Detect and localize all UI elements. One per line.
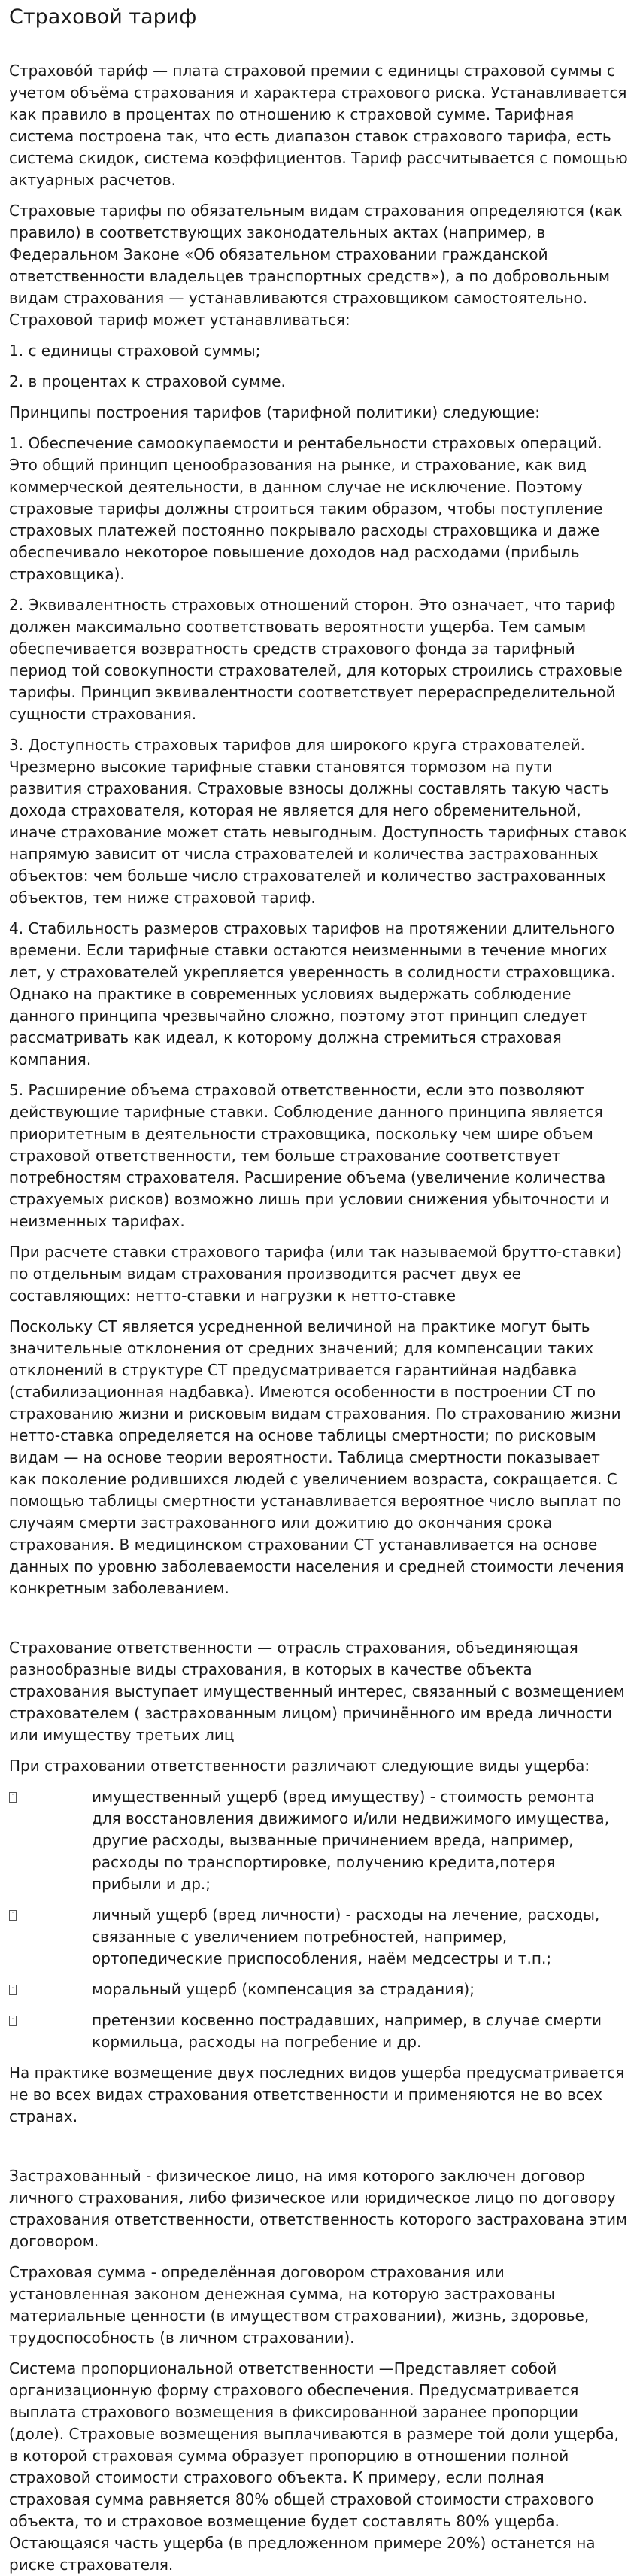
paragraph: При страховании ответственности различают следующие виды ущерба: — [9, 1757, 590, 1775]
list-item-text: личный ущерб (вред личности) - расходы на лечение, расходы, связанные с увеличением потребностей, например, ортопедические приспособления, наём медсестры и т.п.; — [92, 1906, 600, 1967]
liability-section — [9, 1637, 628, 2128]
paragraph: Страховая сумма - определённая договором страхования или установленная законом денежная сумма, на которую застрахованы материальные ценности (в имуществом страховании), жизнь, здоровье, трудоспособность (в личном страховании). — [9, 2263, 590, 2347]
paragraph: 2. в процентах к страховой сумме. — [9, 372, 286, 390]
list-item — [9, 1786, 628, 1895]
bullet-icon: · — [9, 1792, 17, 1803]
list-item — [9, 1979, 628, 2000]
paragraph: На практике возмещение двух последних видов ущерба предусматривается не во всех видах страхования ответственности и применяются не во всех странах. — [9, 2064, 625, 2125]
tariff-section — [9, 60, 628, 1599]
paragraph: Принципы построения тарифов (тарифной политики) следующие: — [9, 403, 540, 421]
page-title: Страховой тариф — [9, 5, 197, 29]
paragraph: При расчете ставки страхового тарифа (или так называемой брутто-ставки) по отдельным видам страхования производится расчет двух ее составляющих: нетто-ставки и нагрузки к нетто-ставке — [9, 1243, 622, 1305]
list-item-text: моральный ущерб (компенсация за страдания); — [92, 1980, 475, 1998]
spacer — [9, 2137, 628, 2165]
paragraph: 1. Обеспечение самоокупаемости и рентабельности страховых операций. Это общий принцип ценообразования на рынке, и страхование, как вид коммерческой деятельности, в данном случае не исключение. Поэтому страховые тарифы должны строиться таким образом, чтобы поступление страховых платежей постоянно покрывало расходы страховщика и даже обеспечивало некоторое повышение доходов над расходами (прибыль страховщика). — [9, 434, 603, 583]
paragraph: 1. с единицы страховой суммы; — [9, 342, 261, 360]
paragraph: Страхование ответственности — отрасль страхования, объединяющая разнообразные виды страхования, в которых в качестве объекта страхования выступает имущественный интерес, связанный с возмещением страхователем ( застрахованным лицом) причинённого им вреда личности или имуществу третьих лиц — [9, 1639, 625, 1744]
paragraph: 5. Расширение объема страховой ответственности, если это позволяют действующие тарифные ставки. Соблюдение данного принципа является приоритетным в деятельности страховщика, поскольку чем шире объем страховой ответственности, тем больше страхование соответствует потребностям страхователя. Расширение объема (увеличение количества страхуемых рисков) возможно лишь при условии снижения убыточности и неизменных тарифах. — [9, 1081, 610, 1230]
list-item — [9, 1904, 628, 1970]
list-item — [9, 2009, 628, 2053]
bullet-icon: · — [9, 1910, 17, 1921]
paragraph: Страховые тарифы по обязательным видам страхования определяются (как правило) в соответствующих законодательных актах (например, в Федеральном Законе «Об обязательном страховании гражданской ответственности владельцев транспортных средств»), а по добровольным видам страхования — устанавливаются страховщиком самостоятельно. Страховой тариф может устанавливаться: — [9, 202, 623, 329]
bullet-icon: · — [9, 1985, 17, 1995]
bullet-icon: · — [9, 2016, 17, 2026]
spacer — [9, 1608, 628, 1637]
definitions-section — [9, 2165, 628, 2576]
list-item-text: претензии косвенно пострадавших, например, в случае смерти кормильца, расходы на погребение и др. — [92, 2011, 602, 2051]
list-item-text: имущественный ущерб (вред имуществу) - стоимость ремонта для восстановления движимого и/или недвижимого имущества, другие расходы, вызванные причинением вреда, например, расходы по транспортировке, получению кредита,потеря прибыли и др.; — [92, 1788, 610, 1893]
paragraph: 4. Стабильность размеров страховых тарифов на протяжении длительного времени. Если тарифные ставки остаются неизменными в течение многих лет, у страхователей укрепляется уверенность в солидности страховщика. Однако на практике в современных условиях выдержать соблюдение данного принципа чрезвычайно сложно, поэтому этот принцип следует рассматривать как идеал, к которому должна стремиться страховая компания. — [9, 919, 616, 1068]
paragraph: Поскольку СТ является усредненной величиной на практике могут быть значительные отклонения от средних значений; для компенсации таких отклонений в структуре СТ предусматривается гарантийная надбавка (стабилизационная надбавка). Имеются особенности в построении СТ по страхованию жизни и рисковым видам страхования. По страхованию жизни нетто-ставка определяется на основе таблицы смертности; по рисковым видам — на основе теории вероятности. Таблица смертности показывает как поколение родившихся людей с увеличением возраста, сокращается. С помощью таблицы смертности устанавливается вероятное число выплат по случаям смерти застрахованного или дожитию до окончания срока страхования. В медицинском страховании СТ устанавливается на основе данных по уровню заболеваемости населения и средней стоимости лечения конкретным заболеванием. — [9, 1317, 624, 1597]
paragraph: 2. Эквивалентность страховых отношений сторон. Это означает, что тариф должен максимально соответствовать вероятности ущерба. Тем самым обеспечивается возвратность средств страхового фонда за тарифный период той совокупности страхователей, для которых строились страховые тарифы. Принцип эквивалентности соответствует перераспределительной сущности страхования. — [9, 596, 623, 723]
paragraph: 3. Доступность страховых тарифов для широкого круга страхователей. Чрезмерно высокие тарифные ставки становятся тормозом на пути развития страхования. Страховые взносы должны составлять такую часть дохода страхователя, которая не является для него обременительной, иначе страхование может стать невыгодным. Доступность тарифных ставок напрямую зависит от числа страхователей и количества застрахованных объектов: чем больше число страхователей и количество застрахованных объектов, тем ниже страховой тариф. — [9, 736, 628, 907]
paragraph: Страхово́й тари́ф — плата страховой премии с единицы страховой суммы с учетом объёма страхования и характера страхового риска. Устанавливается как правило в процентах по отношению к страховой сумме. Тарифная система построена так, что есть диапазон ставок страхового тарифа, есть система скидок, система коэффициентов. Тариф рассчитывается с помощью актуарных расчетов. — [9, 62, 628, 189]
paragraph: Застрахованный - физическое лицо, на имя которого заключен договор личного страхования, либо физическое или юридическое лицо по договору страхования ответственности, ответственность которого застрахована этим договором. — [9, 2167, 628, 2250]
paragraph: Система пропорциональной ответственности —Представляет собой организационную форму страхового обеспечения. Предусматривается выплата страхового возмещения в фиксированной заранее пропорции (доле). Страховые возмещения выплачиваются в размере той доли ущерба, в которой страховая сумма образует пропорцию в отношении полной страховой стоимости страхового объекта. К примеру, если полная страховая сумма равняется 80% общей страховой стоимости страхового объекта, то и страховое возмещение будет составлять 80% ущерба. Остающаяся часть ущерба (в предложенном примере 20%) останется на риске страхователя. — [9, 2359, 619, 2574]
